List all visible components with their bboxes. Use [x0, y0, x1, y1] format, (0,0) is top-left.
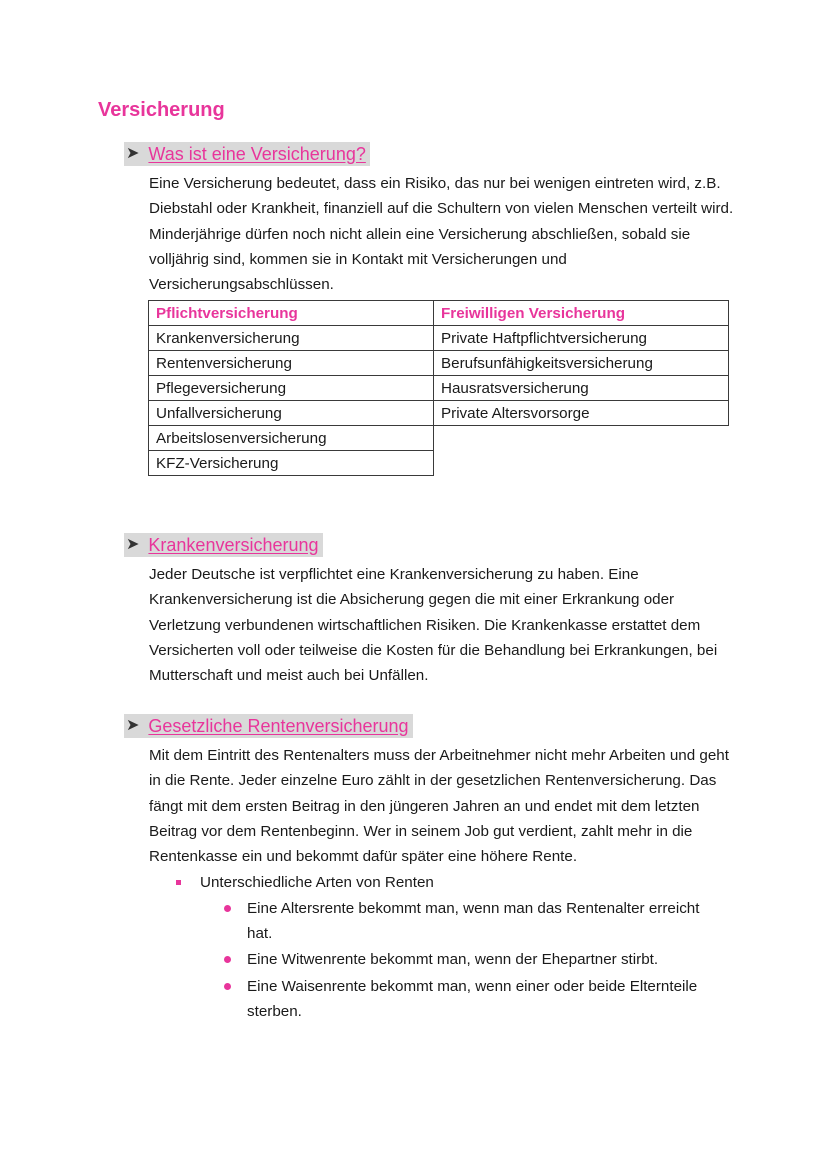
sub-list — [176, 870, 734, 895]
table-row — [149, 351, 729, 376]
section-gesetzliche-rentenversicherung — [124, 714, 734, 1025]
table-empty-cell — [434, 426, 729, 451]
paragraph: Eine Versicherung bedeutet, dass ein Risiko, das nur bei wenigen eintreten wird, z.B. Diebstahl oder Krankheit, finanziell auf die Schultern von vielen Menschen verteilt wird. — [149, 175, 734, 218]
table-cell: Unfallversicherung — [149, 401, 434, 426]
section-body — [149, 562, 734, 688]
table-cell: Private Altersvorsorge — [434, 401, 729, 426]
bullet-list — [224, 896, 734, 1024]
section-krankenversicherung — [124, 533, 734, 688]
table-cell: Rentenversicherung — [149, 351, 434, 376]
section-was-ist-versicherung — [124, 142, 734, 476]
list-item — [224, 896, 714, 947]
table-cell: Hausratsversicherung — [434, 376, 729, 401]
paragraph: Minderjährige dürfen noch nicht allein eine Versicherung abschließen, sobald sie volljährig sind, kommen sie in Kontakt mit Versicherungen und Versicherungsabschlüssen. — [149, 225, 691, 294]
table-cell: Private Haftpflichtversicherung — [434, 326, 729, 351]
arrow-icon: ➤ — [126, 717, 140, 734]
list-item-text: Eine Witwenrente bekommt man, wenn der Ehepartner stirbt. — [247, 951, 659, 969]
table-empty-cell — [434, 451, 729, 476]
section-heading — [124, 142, 370, 166]
paragraph: Mit dem Eintritt des Rentenalters muss der Arbeitnehmer nicht mehr Arbeiten und geht in die Rente. Jeder einzelne Euro zählt in der gesetzlichen Rentenversicherung. Das fängt mit dem ersten Beitrag in den jüngeren Jahren an und endet mit dem letzten Beitrag vor dem Rentenbeginn. Wer in seinem Job gut verdient, zahlt mehr in die Rentenkasse ein und bekommt dafür später eine höhere Rente. — [149, 747, 729, 866]
section-heading — [124, 533, 323, 557]
arrow-icon: ➤ — [126, 536, 140, 553]
list-item — [224, 974, 714, 1025]
section-heading — [124, 714, 413, 738]
list-item-text: Eine Altersrente bekommt man, wenn man das Rentenalter erreicht hat. — [247, 899, 700, 943]
insurance-table — [148, 300, 729, 476]
table-cell: Pflegeversicherung — [149, 376, 434, 401]
table-header-row — [149, 301, 729, 326]
table-header-cell: Pflichtversicherung — [149, 301, 434, 326]
square-icon — [176, 880, 181, 885]
page-title: Versicherung — [98, 99, 225, 121]
table-row — [149, 401, 729, 426]
sub-list-label: Unterschiedliche Arten von Renten — [200, 874, 434, 892]
section-heading-link[interactable]: Gesetzliche Rentenversicherung — [148, 715, 409, 736]
section-body — [149, 171, 734, 297]
paragraph: Jeder Deutsche ist verpflichtet eine Krankenversicherung zu haben. Eine Krankenversicherung ist die Absicherung gegen die mit einer Erkrankung oder Verletzung verbundenen wirtschaftlichen Risiken. Die Krankenkasse erstattet dem Versicherten voll oder teilweise die Kosten für die Behandlung bei Erkrankungen, bei Mutterschaft und meist auch bei Unfällen. — [149, 566, 718, 685]
dot-icon — [224, 956, 231, 963]
arrow-icon: ➤ — [126, 145, 140, 162]
table-row — [149, 326, 729, 351]
table-cell: Arbeitslosenversicherung — [149, 426, 434, 451]
table-row — [149, 451, 729, 476]
dot-icon — [224, 983, 231, 990]
table-header-cell: Freiwilligen Versicherung — [434, 301, 729, 326]
table-row — [149, 426, 729, 451]
section-heading-link[interactable]: Krankenversicherung — [148, 534, 319, 555]
dot-icon — [224, 905, 231, 912]
table-cell: Krankenversicherung — [149, 326, 434, 351]
list-item-text: Eine Waisenrente bekommt man, wenn einer oder beide Elternteile sterben. — [247, 977, 698, 1020]
list-item — [224, 947, 714, 972]
sub-list-item — [176, 870, 734, 895]
section-heading-link[interactable]: Was ist eine Versicherung? — [148, 143, 366, 164]
table-row — [149, 376, 729, 401]
table-cell: KFZ-Versicherung — [149, 451, 434, 476]
table-cell: Berufsunfähigkeitsversicherung — [434, 351, 729, 376]
section-body — [149, 743, 734, 869]
